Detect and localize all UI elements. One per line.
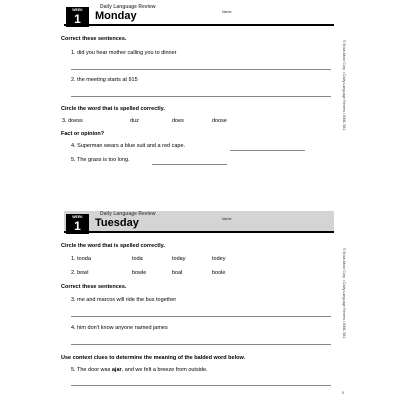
monday-direction-2: Circle the word that is spelled correctly. [61, 106, 165, 112]
monday-item-4: 4. Superman wears a blue suit and a red cape. [71, 143, 186, 149]
tuesday-name-label: Name: [222, 217, 233, 221]
monday-item-2: 2. the meeting starts at 915 [71, 77, 138, 83]
tuesday-answer-line-4[interactable] [71, 344, 331, 345]
tuesday-spelling-choice[interactable]: boal [172, 270, 183, 276]
monday-spelling-choice[interactable]: does [172, 118, 184, 124]
tuesday-direction-2: Correct these sentences. [61, 284, 127, 290]
tuesday-review-label: Daily Language Review [100, 211, 156, 217]
monday-item-1: 1. did you hear mother calling you to dinner [71, 50, 177, 56]
tuesday-answer-line-5[interactable] [71, 385, 331, 386]
tuesday-item-3: 3. me and marcos will ride the bus together [71, 297, 177, 303]
tuesday-week-badge [66, 214, 89, 234]
tuesday-spelling-item-2[interactable]: 2. bowl [71, 270, 89, 276]
monday-spelling-item-3[interactable]: 3. doess [62, 118, 83, 124]
tuesday-direction-1: Circle the word that is spelled correctly. [61, 243, 165, 249]
monday-week-badge [66, 7, 89, 27]
tuesday-spelling-choice[interactable]: todey [212, 256, 226, 262]
monday-fact-opinion-line-5[interactable] [152, 164, 227, 165]
tuesday-week-number: 1 [74, 219, 81, 233]
monday-header [64, 4, 334, 30]
monday-spelling-choice[interactable]: duz [130, 118, 139, 124]
monday-item-5: 5. The grass is too long. [71, 157, 130, 163]
monday-direction-1: Correct these sentences. [61, 36, 127, 42]
copyright-side-note-bottom: © Evan-Moor Corp. • Daily Language Review • EMC 581 [342, 248, 346, 339]
tuesday-week-label: WEEK [72, 215, 83, 219]
monday-review-label: Daily Language Review [100, 4, 156, 10]
tuesday-item-5-before: 5. The door was [71, 367, 112, 373]
tuesday-direction-3: Use context clues to determine the meaning of the balded word below. [61, 355, 246, 361]
monday-direction-3: Fact or opinion? [61, 131, 105, 137]
monday-answer-line-1[interactable] [71, 69, 331, 70]
tuesday-answer-line-3[interactable] [71, 316, 331, 317]
tuesday-item-4: 4. him don't know anyone named james [71, 325, 168, 331]
monday-name-label: Name: [222, 10, 233, 14]
tuesday-spelling-choice[interactable]: toda [132, 256, 143, 262]
page-number: 5 [342, 391, 344, 395]
monday-answer-line-2[interactable] [71, 96, 331, 97]
tuesday-header [64, 211, 334, 237]
tuesday-item-5 [71, 367, 208, 373]
copyright-side-note-top: © Evan-Moor Corp. • Daily Language Review • EMC 581 [342, 40, 346, 131]
monday-week-number: 1 [74, 12, 81, 26]
tuesday-item-5-bold-word: ajar [111, 367, 122, 373]
tuesday-item-5-after: , and we felt a breeze from outside. [121, 367, 208, 373]
tuesday-spelling-choice[interactable]: today [172, 256, 186, 262]
tuesday-spelling-item-1[interactable]: 1. tooda [71, 256, 91, 262]
monday-week-label: WEEK [72, 8, 83, 12]
monday-fact-opinion-line-4[interactable] [230, 150, 305, 151]
monday-day-title: Monday [95, 10, 137, 22]
tuesday-day-title: Tuesday [95, 217, 139, 229]
tuesday-spelling-choice[interactable]: bowle [132, 270, 147, 276]
tuesday-spelling-choice[interactable]: boole [212, 270, 226, 276]
monday-spelling-choice[interactable]: doose [212, 118, 227, 124]
